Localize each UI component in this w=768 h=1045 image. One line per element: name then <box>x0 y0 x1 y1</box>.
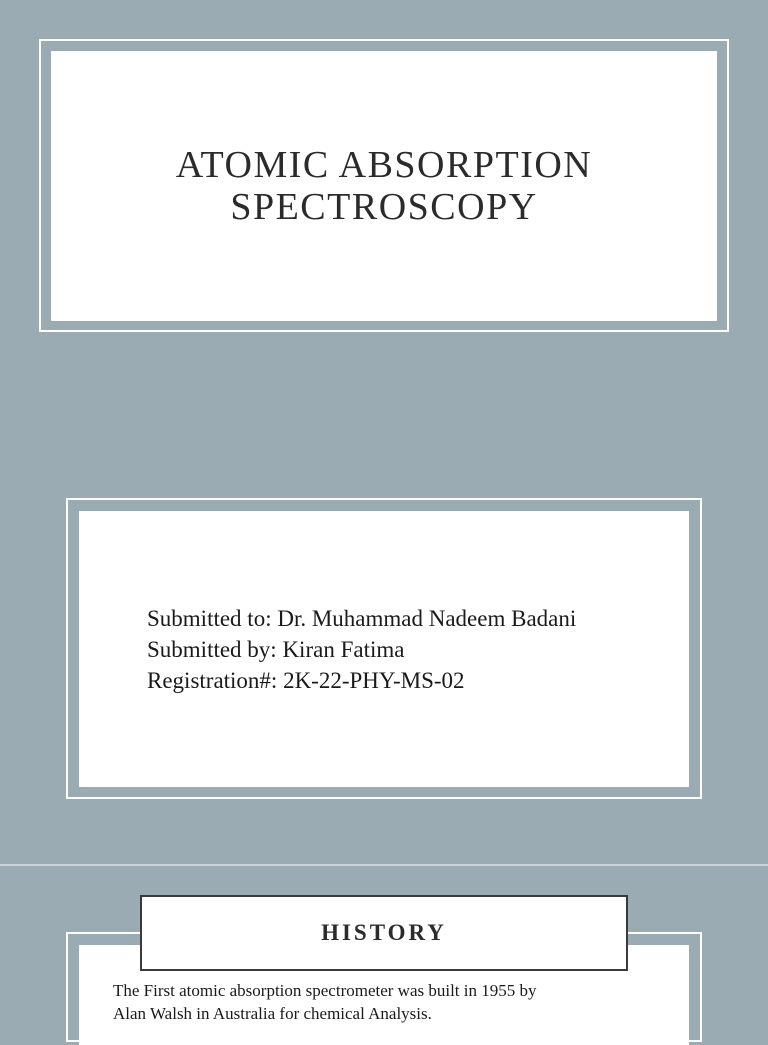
info-panel <box>79 511 689 787</box>
submitted-to: Submitted to: Dr. Muhammad Nadeem Badani <box>147 606 577 631</box>
title-line-1: ATOMIC ABSORPTION <box>175 144 593 186</box>
history-body <box>113 979 613 1025</box>
slide-title-text <box>176 144 592 228</box>
slide-history <box>0 866 768 1024</box>
registration-number: Registration#: 2K-22-PHY-MS-02 <box>147 668 465 693</box>
submission-details <box>147 603 576 696</box>
history-line-1: The First atomic absorption spectrometer was built in 1955 by <box>113 981 537 1000</box>
submitted-by: Submitted by: Kiran Fatima <box>147 637 405 662</box>
title-line-2: SPECTROSCOPY <box>230 186 538 228</box>
title-panel <box>51 51 717 321</box>
history-heading: HISTORY <box>140 895 628 971</box>
history-line-2: Alan Walsh in Australia for chemical Analysis. <box>113 1004 432 1023</box>
